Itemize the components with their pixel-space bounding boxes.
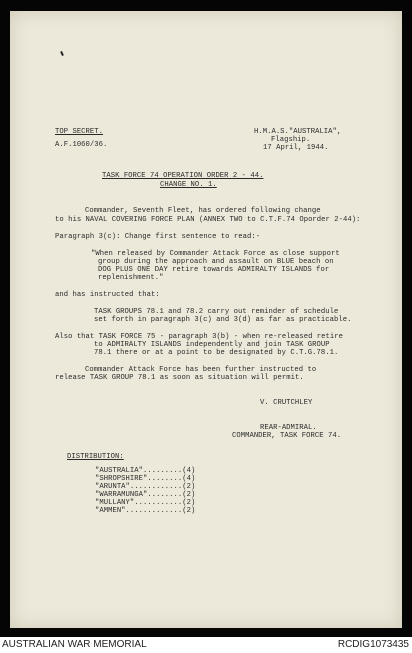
distribution-item: "ARUNTA"............(2): [95, 483, 196, 491]
ship-name: H.M.A.S."AUSTRALIA",: [254, 128, 342, 136]
classification-label: TOP SECRET.: [55, 128, 103, 136]
flagship-label: Flagship.: [271, 136, 311, 144]
signatory-rank: REAR-ADMIRAL.: [260, 424, 317, 432]
quoted-line: replenishment.": [98, 274, 164, 282]
archive-footer: [0, 637, 412, 653]
quoted-line: "When released by Commander Attack Force as close support: [91, 250, 340, 258]
body-line: 78.1 there or at a point to be designated by C.T.G.78.1.: [94, 349, 339, 357]
distribution-item: "AMMEN".............(2): [95, 507, 196, 515]
body-line: to his NAVAL COVERING FORCE PLAN (ANNEX TWO to C.T.F.74 Oporder 2-44):: [55, 216, 361, 224]
body-line: Also that TASK FORCE 75 - paragraph 3(b) - when re-released retire: [55, 333, 343, 341]
quoted-line: group during the approach and assault on BLUE beach on: [98, 258, 334, 266]
distribution-item: "AUSTRALIA".........(4): [95, 467, 196, 475]
paper-mark: [60, 51, 64, 56]
record-id: RCDIG1073435: [337, 639, 409, 650]
distribution-item: "SHROPSHIRE"........(4): [95, 475, 196, 483]
paragraph-reference: Paragraph 3(c): Change first sentence to read:-: [55, 233, 261, 241]
body-line: to ADMIRALTY ISLANDS independently and join TASK GROUP: [94, 341, 330, 349]
document-date: 17 April, 1944.: [263, 144, 329, 152]
body-line: and has instructed that:: [55, 291, 160, 299]
distribution-heading: DISTRIBUTION:: [67, 453, 124, 461]
change-number: CHANGE NO. 1.: [160, 181, 217, 189]
body-line: release TASK GROUP 78.1 as soon as situation will permit.: [55, 374, 304, 382]
file-reference: A.F.1060/36.: [55, 141, 108, 149]
distribution-item: "MULLANY"...........(2): [95, 499, 196, 507]
body-line: set forth in paragraph 3(c) and 3(d) as far as practicable.: [94, 316, 352, 324]
document-page: [10, 11, 402, 628]
signatory-name: V. CRUTCHLEY: [260, 399, 313, 407]
archive-name: AUSTRALIAN WAR MEMORIAL: [2, 639, 147, 650]
quoted-line: DOG PLUS ONE DAY retire towards ADMIRALTY ISLANDS for: [98, 266, 330, 274]
body-line: TASK GROUPS 78.1 and 78.2 carry out reminder of schedule: [94, 308, 339, 316]
distribution-item: "WARRAMUNGA"........(2): [95, 491, 196, 499]
signatory-title: COMMANDER, TASK FORCE 74.: [232, 432, 342, 440]
body-line: Commander, Seventh Fleet, has ordered following change: [85, 207, 321, 215]
body-line: Commander Attack Force has been further instructed to: [85, 366, 317, 374]
order-title: TASK FORCE 74 OPERATION ORDER 2 - 44.: [102, 172, 264, 180]
